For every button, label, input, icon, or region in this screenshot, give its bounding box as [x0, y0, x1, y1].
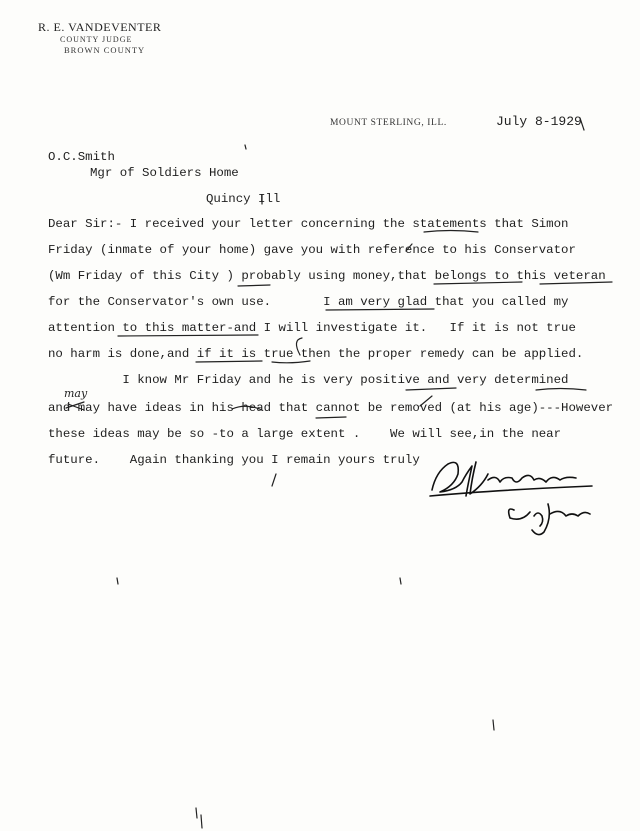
stray-mark: [245, 145, 246, 149]
body-line: these ideas may be so -to a large extent . We will see,in the near: [48, 427, 562, 441]
letterhead-county: BROWN COUNTY: [64, 45, 146, 55]
recipient-title: Mgr of Soldiers Home: [90, 166, 239, 180]
body-line: for the Conservator's own use. I am very glad that you called my: [48, 295, 569, 309]
underline-mark: [406, 388, 456, 390]
body-line: future. Again thanking you I remain yours truly: [48, 453, 420, 467]
stray-mark: [272, 474, 276, 486]
recipient-name: O.C.Smith: [48, 150, 115, 164]
stray-mark: [117, 578, 118, 584]
underline-mark: [238, 285, 270, 286]
body-line: I know Mr Friday and he is very positive and very determined: [48, 373, 569, 387]
letterhead-name: R. E. VANDEVENTER: [38, 20, 162, 34]
body-line: no harm is done,and if it is true then the proper remedy can be applied.: [48, 347, 584, 361]
letterhead: [38, 20, 161, 55]
stray-mark: [400, 578, 401, 584]
letterhead-title: COUNTY JUDGE: [60, 35, 133, 44]
stray-mark: [201, 815, 202, 828]
underline-mark: [316, 417, 346, 418]
body-line: Friday (inmate of your home) gave you with reference to his Conservator: [48, 243, 576, 257]
stray-mark: [493, 720, 494, 730]
underline-mark: [196, 361, 262, 362]
letter-date: July 8-1929: [496, 114, 582, 129]
body-line: (Wm Friday of this City ) probably using money,that belongs to this veteran: [48, 269, 606, 283]
underline-mark: [118, 335, 258, 336]
letter-place: MOUNT STERLING, ILL.: [330, 118, 447, 128]
body-line: attention to this matter-and I will investigate it. If it is not true: [48, 321, 576, 335]
recipient-city: Quincy Ill: [206, 192, 281, 206]
body-line: Dear Sir:- I received your letter concerning the statements that Simon: [48, 217, 569, 231]
underline-mark: [272, 361, 310, 363]
signature: [426, 452, 596, 542]
underline-mark: [536, 389, 586, 391]
body-line: and may have ideas in his head that cannot be removed (at his age)---However: [48, 401, 614, 415]
handwritten-insert: may: [64, 387, 88, 400]
underline-mark: [326, 309, 434, 310]
stray-mark: [196, 808, 197, 818]
